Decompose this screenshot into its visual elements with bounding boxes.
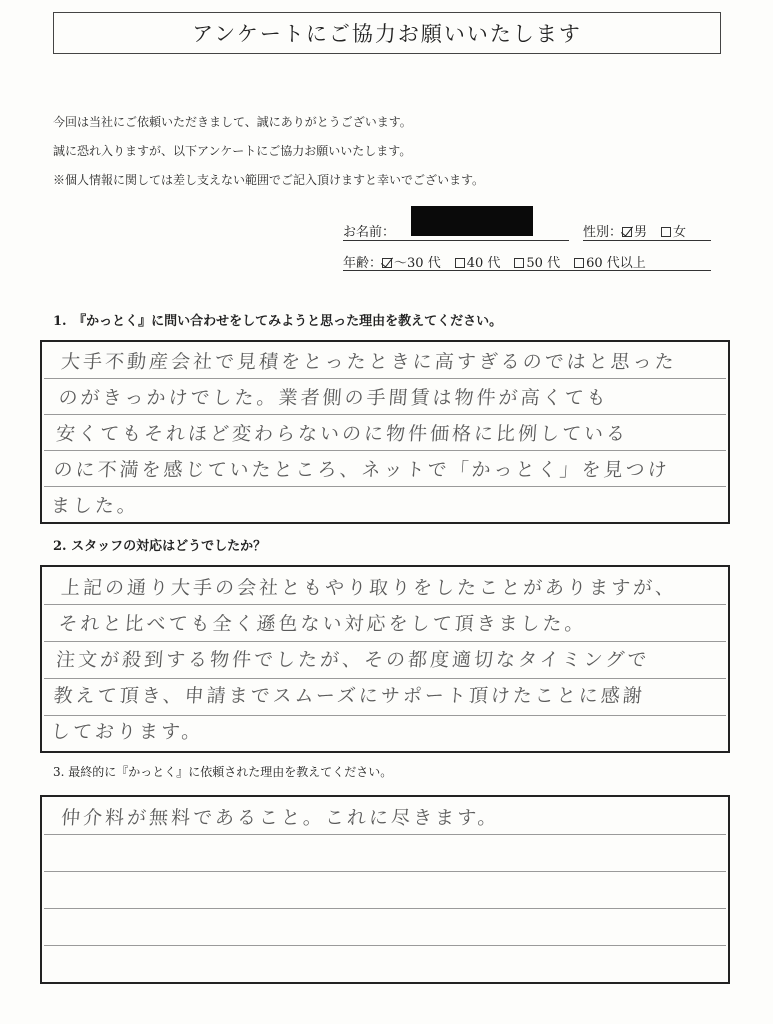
intro-text [53,108,733,195]
answer-box-2[interactable] [40,565,730,753]
answer-line: のに不満を感じていたところ、ネットで「かっとく」を見つけ [52,459,671,481]
answer-3-text [36,800,735,980]
survey-title: アンケートにご協力お願いいたします [53,12,721,54]
name-underline [343,240,569,241]
answer-line: 仲介料が無料であること。これに尽きます。 [60,807,501,829]
age-underline [343,270,711,271]
answer-line: 大手不動産会社で見積をとったときに高すぎるのではと思った [60,351,678,373]
gender-field [583,221,686,240]
answer-line: ました。 [50,495,140,517]
name-label: お名前： [343,225,396,240]
answer-line: それと比べても全く遜色ない対応をして頂きました。 [57,613,588,635]
intro-line: 今回は当社にご依頼いただきまして、誠にありがとうございます。 [53,115,412,129]
answer-line: 上記の通り大手の会社ともやり取りをしたことがありますが、 [60,577,678,599]
gender-label: 性別： [583,225,623,240]
answer-line: 安くてもそれほど変わらないのに物件価格に比例している [55,423,629,445]
male-label: 男 [634,225,648,240]
question-2: 2. スタッフの対応はどうでしたか？ [53,539,267,554]
answer-box-3[interactable] [40,795,730,984]
gender-underline [583,240,711,241]
age-40-checkbox[interactable] [455,258,465,268]
answer-line: のがきっかけでした。業者側の手間賃は物件が高くても [57,387,610,409]
age-30-label: ～30 代 [394,256,441,271]
intro-line: ※個人情報に関しては差し支えない範囲でご記入頂けますと幸いでございます。 [53,173,485,187]
age-50-label: 50 代 [526,256,561,271]
answer-box-1[interactable] [40,340,730,524]
answer-line: 教えて頂き、申請までスムーズにサポート頂けたことに感謝 [52,685,646,707]
answer-line: 注文が殺到する物件でしたが、その都度適切なタイミングで [55,649,651,671]
answer-line [43,836,732,872]
answer-line: しております。 [50,721,205,743]
age-label: 年齢： [343,256,383,271]
question-3: 3. 最終的に『かっとく』に依頼された理由を教えてください。 [53,765,393,779]
age-60-label: 60 代以上 [586,256,646,271]
age-50-checkbox[interactable] [514,258,524,268]
age-30-checkbox[interactable] [382,258,392,268]
answer-line [36,944,725,980]
name-redaction [411,206,533,236]
question-1: 1. 『かっとく』に問い合わせをしてみようと思った理由を教えてください。 [53,314,503,329]
answer-line [41,872,730,908]
answer-1-text [36,344,735,524]
female-label: 女 [673,225,687,240]
female-checkbox[interactable] [661,227,671,237]
age-40-label: 40 代 [466,256,501,271]
intro-line: 誠に恐れ入りますが、以下アンケートにご協力お願いいたします。 [53,144,412,158]
male-checkbox[interactable] [622,227,632,237]
age-field [343,252,646,271]
answer-line [38,908,727,944]
age-60-checkbox[interactable] [574,258,584,268]
answer-2-text [36,570,735,750]
